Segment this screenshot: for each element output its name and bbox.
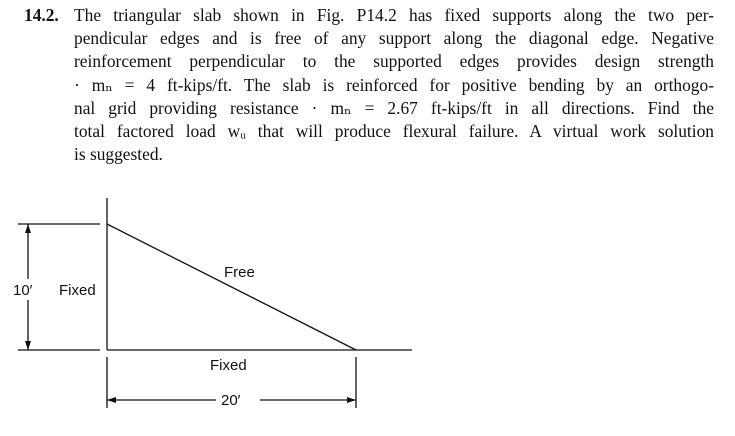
problem-line-4: · mₙ = 4 ft-kips/ft. The slab is reinforced for positive bending by an orthogo-	[74, 74, 714, 95]
dim-width-label: 20′	[221, 392, 241, 409]
dim-width-arrow-right	[347, 397, 356, 403]
problem-line-2: pendicular edges and is free of any support along the diagonal edge. Negative	[74, 28, 714, 49]
problem-line-3: reinforcement perpendicular to the supported edges provides design strength	[74, 51, 714, 72]
dim-height-arrow-down	[25, 341, 31, 350]
dim-height-arrow-up	[25, 224, 31, 233]
problem-line-7: is suggested.	[74, 144, 163, 165]
dim-height-label: 10′	[13, 282, 33, 299]
label-free: Free	[224, 264, 255, 281]
label-fixed-bottom: Fixed	[210, 357, 247, 374]
problem-line-6: total factored load wᵤ that will produce flexural failure. A virtual work solution	[74, 121, 714, 142]
dim-width-arrow-left	[107, 397, 116, 403]
problem-line-5: nal grid providing resistance · mₙ = 2.67 ft-kips/ft in all directions. Find the	[74, 97, 714, 118]
problem-number: 14.2.	[24, 5, 59, 25]
slab-diagonal-edge	[107, 224, 356, 350]
problem-line-1: The triangular slab shown in Fig. P14.2 has fixed supports along the two per-	[74, 5, 714, 25]
label-fixed-left: Fixed	[59, 282, 96, 299]
